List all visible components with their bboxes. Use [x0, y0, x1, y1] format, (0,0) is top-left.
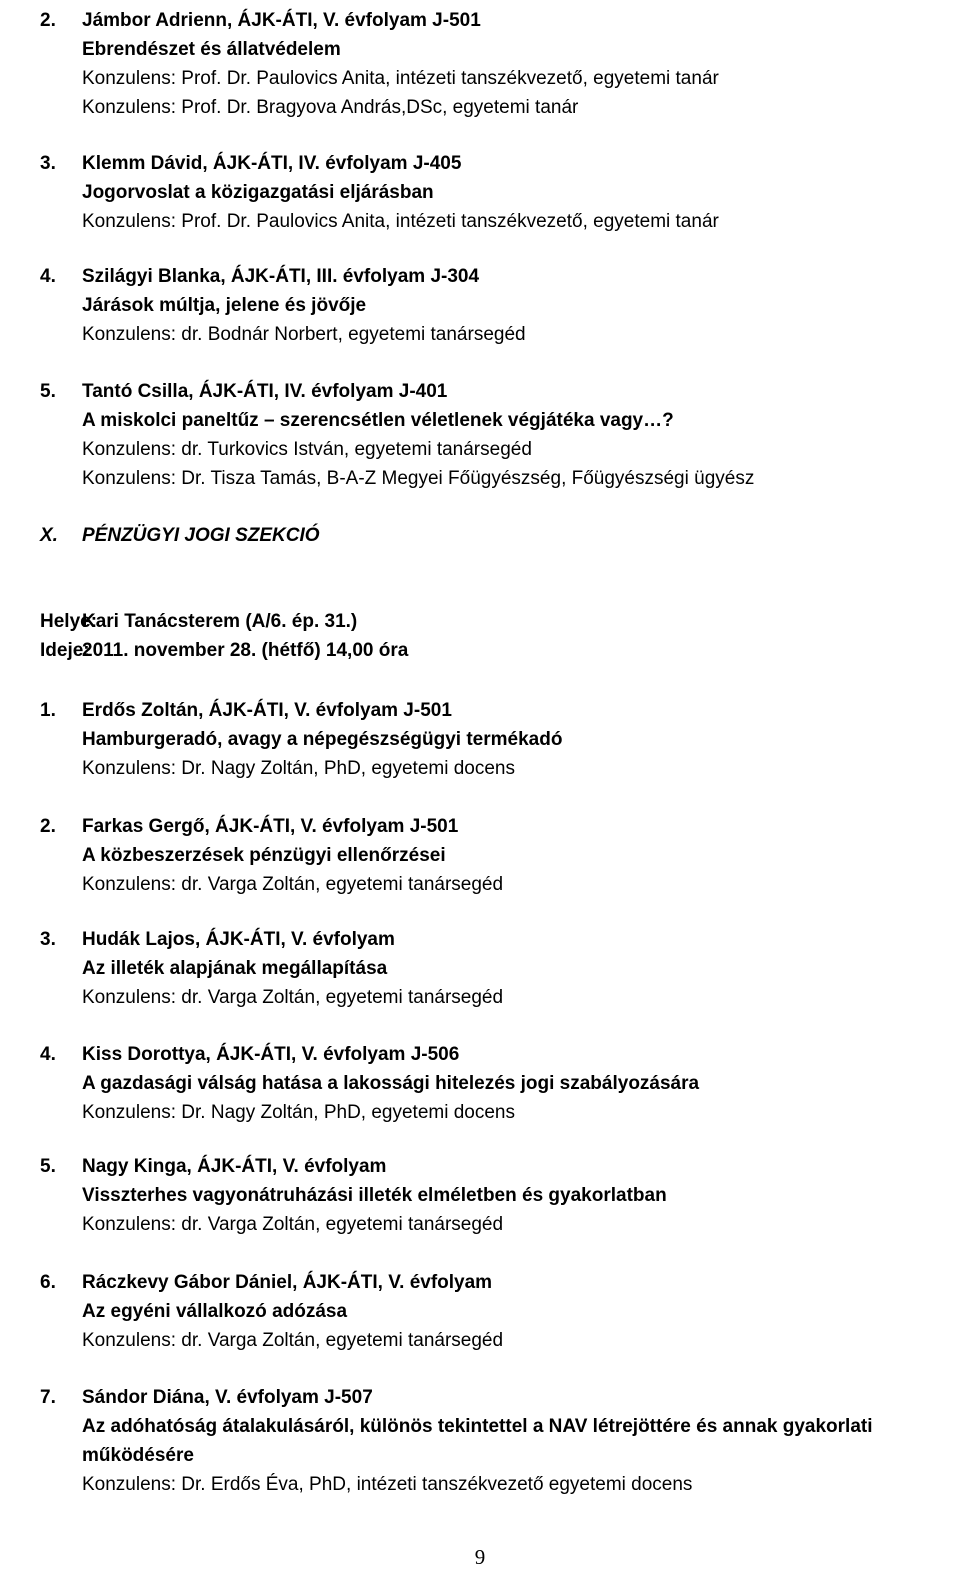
entry-number: 5. [40, 1156, 56, 1177]
entry-consultant: Konzulens: Dr. Erdős Éva, PhD, intézeti tanszékvezető egyetemi docens [82, 1474, 693, 1495]
entry-title: Ebrendészet és állatvédelem [82, 39, 341, 60]
time-label: Ideje: [40, 640, 90, 661]
entry-author: Tantó Csilla, ÁJK-ÁTI, IV. évfolyam J-401 [82, 381, 448, 402]
entry-consultant: Konzulens: dr. Bodnár Norbert, egyetemi tanársegéd [82, 324, 526, 345]
entry-consultant: Konzulens: Prof. Dr. Paulovics Anita, intézeti tanszékvezető, egyetemi tanár [82, 211, 719, 232]
entry-author: Hudák Lajos, ÁJK-ÁTI, V. évfolyam [82, 929, 395, 950]
entry-title: Hamburgeradó, avagy a népegészségügyi termékadó [82, 729, 563, 750]
entry-5-tanto [40, 377, 960, 493]
entry-number: 5. [40, 381, 56, 402]
entry-consultant: Konzulens: Dr. Nagy Zoltán, PhD, egyetemi docens [82, 1102, 516, 1123]
entry-consultant: Konzulens: Prof. Dr. Paulovics Anita, intézeti tanszékvezető, egyetemi tanár [82, 68, 719, 89]
entry-number: 6. [40, 1272, 56, 1293]
entry-author: Szilágyi Blanka, ÁJK-ÁTI, III. évfolyam J-304 [82, 266, 480, 287]
entry-consultant: Konzulens: dr. Varga Zoltán, egyetemi tanársegéd [82, 987, 504, 1008]
entry-title: A miskolci paneltűz – szerencsétlen véletlenek végjátéka vagy…? [82, 410, 674, 431]
entry-title: Az adóhatóság átalakulásáról, különös tekintettel a NAV létrejöttére és annak gyakorlati [82, 1416, 873, 1437]
entry-number: 3. [40, 929, 56, 950]
entry-consultant: Konzulens: Prof. Dr. Bragyova András,DSc, egyetemi tanár [82, 97, 579, 118]
entry-title: Az illeték alapjának megállapítása [82, 958, 388, 979]
entry-number: 2. [40, 816, 56, 837]
entry-author: Nagy Kinga, ÁJK-ÁTI, V. évfolyam [82, 1156, 387, 1177]
entry-number: 3. [40, 153, 56, 174]
entry-consultant: Konzulens: dr. Varga Zoltán, egyetemi tanársegéd [82, 874, 504, 895]
location-value: Kari Tanácsterem (A/6. ép. 31.) [82, 611, 358, 632]
entry-title: Visszterhes vagyonátruházási illeték elméletben és gyakorlatban [82, 1185, 667, 1206]
entry-consultant: Konzulens: Dr. Nagy Zoltán, PhD, egyetemi docens [82, 758, 516, 779]
entry-title: Jogorvoslat a közigazgatási eljárásban [82, 182, 434, 203]
entry-1-erdos [40, 696, 960, 783]
entry-author: Sándor Diána, V. évfolyam J-507 [82, 1387, 373, 1408]
entry-title: A közbeszerzések pénzügyi ellenőrzései [82, 845, 446, 866]
time-value: 2011. november 28. (hétfő) 14,00 óra [82, 640, 409, 661]
entry-title: Járások múltja, jelene és jövője [82, 295, 367, 316]
page-number: 9 [474, 1545, 486, 1569]
entry-author: Farkas Gergő, ÁJK-ÁTI, V. évfolyam J-501 [82, 816, 459, 837]
section-title: PÉNZÜGYI JOGI SZEKCIÓ [82, 525, 320, 546]
entry-consultant: Konzulens: dr. Varga Zoltán, egyetemi tanársegéd [82, 1330, 504, 1351]
entry-consultant: Konzulens: Dr. Tisza Tamás, B-A-Z Megyei Főügyészség, Főügyészségi ügyész [82, 468, 755, 489]
entry-author: Erdős Zoltán, ÁJK-ÁTI, V. évfolyam J-501 [82, 700, 452, 721]
entry-author: Kiss Dorottya, ÁJK-ÁTI, V. évfolyam J-506 [82, 1044, 460, 1065]
entry-title: Az egyéni vállalkozó adózása [82, 1301, 348, 1322]
entry-number: 1. [40, 700, 56, 721]
entry-number: 4. [40, 266, 56, 287]
entry-7-sandor [40, 1383, 960, 1499]
entry-author: Ráczkevy Gábor Dániel, ÁJK-ÁTI, V. évfolyam [82, 1272, 493, 1293]
entry-author: Jámbor Adrienn, ÁJK-ÁTI, V. évfolyam J-501 [82, 10, 481, 31]
entry-consultant: Konzulens: dr. Turkovics István, egyetemi tanársegéd [82, 439, 532, 460]
entry-title: A gazdasági válság hatása a lakossági hitelezés jogi szabályozására [82, 1073, 700, 1094]
section-number: X. [40, 525, 58, 546]
entry-3-hudak [40, 925, 960, 1012]
entry-number: 2. [40, 10, 56, 31]
entry-number: 4. [40, 1044, 56, 1065]
entry-6-raczkevy [40, 1268, 960, 1355]
entry-4-kiss [40, 1040, 960, 1127]
entry-2-jambor [40, 6, 960, 122]
entry-2-farkas [40, 812, 960, 899]
entry-4-szilagyi [40, 262, 960, 349]
entry-3-klemm [40, 149, 960, 236]
entry-5-nagy [40, 1152, 960, 1239]
entry-author: Klemm Dávid, ÁJK-ÁTI, IV. évfolyam J-405 [82, 153, 462, 174]
entry-consultant: Konzulens: dr. Varga Zoltán, egyetemi tanársegéd [82, 1214, 504, 1235]
location-label: Helye: [40, 611, 98, 632]
entry-number: 7. [40, 1387, 56, 1408]
entry-title-continuation: működésére [82, 1445, 194, 1466]
